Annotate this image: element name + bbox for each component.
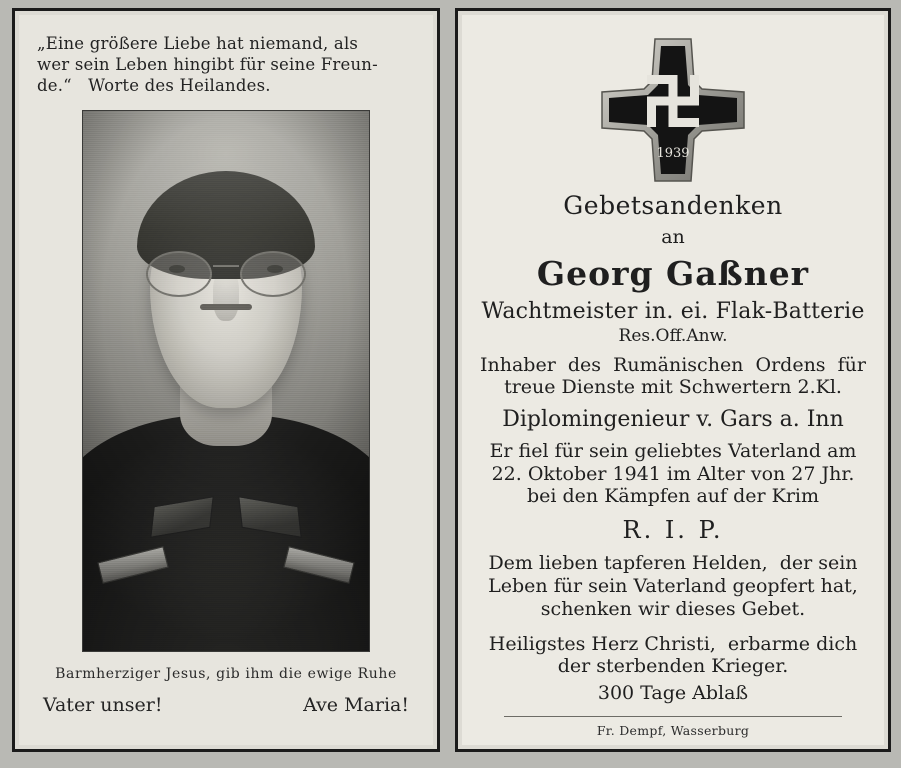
profession-and-hometown: Diplomingenieur v. Gars a. Inn — [502, 406, 844, 432]
prayer-hail-mary: Ave Maria! — [303, 694, 409, 717]
death-line: bei den Kämpfen auf der Krim — [527, 485, 819, 508]
printer-imprint: Fr. Dempf, Wasserburg — [596, 723, 750, 739]
dedication-line: Dem lieben tapferen Helden, der sein — [488, 552, 858, 575]
prayer-text — [478, 633, 868, 679]
photo-caption: Barmherziger Jesus, gib ihm die ewige Ruhe — [55, 666, 397, 683]
prayer-row — [37, 694, 415, 716]
dedication-line: schenken wir dieses Gebet. — [540, 597, 806, 620]
memorial-an: an — [661, 226, 685, 248]
quote-line: „Eine größere Liebe hat niemand, als — [37, 34, 359, 53]
divider — [504, 716, 842, 717]
honors-line: Inhaber des Rumänischen Ordens für — [480, 354, 866, 376]
quote-line: de.“ Worte des Heilandes. — [37, 76, 271, 96]
dedication-text — [478, 552, 868, 620]
right-card-inner — [462, 15, 884, 745]
death-line: Er fiel für sein geliebtes Vaterland am — [489, 439, 857, 462]
scripture-quote — [37, 33, 415, 96]
left-card-inner — [19, 15, 433, 745]
prayer-our-father: Vater unser! — [43, 694, 163, 717]
indulgence-text: 300 Tage Ablaß — [597, 682, 749, 705]
cross-year-label: 1939 — [656, 146, 690, 161]
prayer-line: der sterbenden Krieger. — [557, 655, 789, 678]
memorial-title: Gebetsandenken — [563, 191, 783, 220]
death-line: 22. Oktober 1941 im Alter von 27 Jhr. — [491, 462, 855, 485]
prayer-line: Heiligstes Herz Christi, erbarme dich — [488, 632, 858, 655]
honors — [478, 354, 868, 399]
rip-abbreviation: R. I. P. — [622, 516, 724, 545]
right-card — [455, 8, 891, 752]
quote-line: wer sein Leben hingibt für seine Freun- — [37, 55, 378, 75]
iron-cross-icon — [598, 35, 748, 185]
left-card — [12, 8, 440, 752]
deceased-name: Georg Gaßner — [536, 254, 810, 293]
dedication-line: Leben für sein Vaterland geopfert hat, — [488, 575, 858, 597]
military-rank: Wachtmeister in. ei. Flak-Batterie — [481, 299, 865, 324]
honors-line: treue Dienste mit Schwertern 2.Kl. — [504, 376, 842, 399]
portrait-photo — [82, 110, 370, 652]
military-rank-sub: Res.Off.Anw. — [618, 326, 728, 346]
death-details — [478, 440, 868, 508]
photo-grain — [83, 111, 369, 651]
